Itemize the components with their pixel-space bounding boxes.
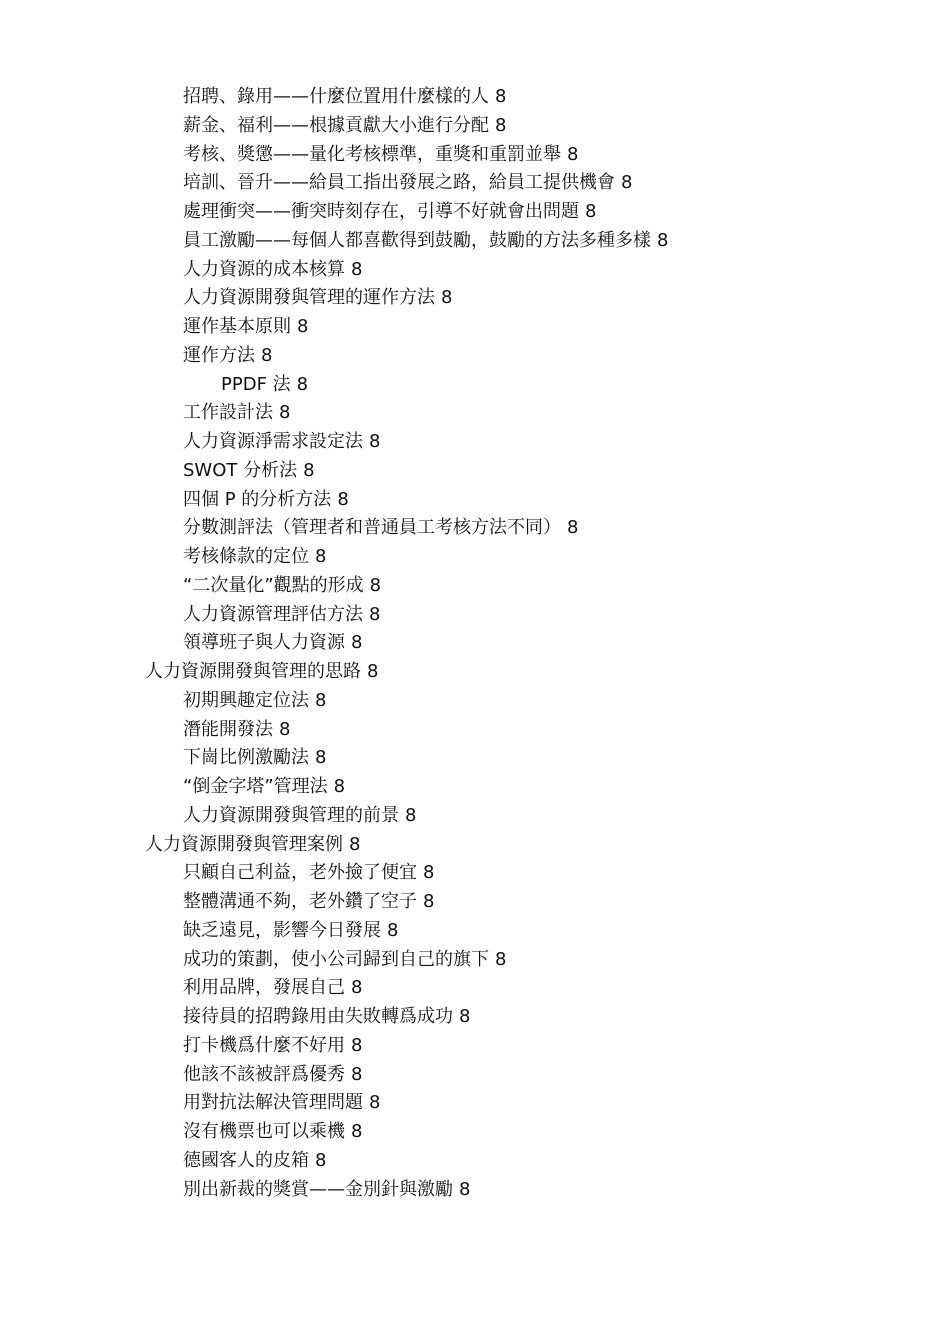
- toc-entry-page-number: 8: [315, 546, 327, 567]
- toc-entry-title: “二次量化”觀點的形成: [183, 574, 364, 596]
- toc-entry[interactable]: [0, 946, 950, 975]
- toc-entry-page-number: 8: [567, 143, 579, 165]
- toc-entry-title: 沒有機票也可以乘機: [183, 1121, 345, 1142]
- toc-entry-title: 領導班子與人力資源: [183, 632, 345, 654]
- toc-entry-page-number: 8: [441, 287, 453, 309]
- toc-entry[interactable]: [0, 859, 950, 888]
- toc-entry[interactable]: [0, 1032, 950, 1061]
- toc-entry[interactable]: [0, 399, 950, 428]
- toc-entry-page-number: 8: [621, 172, 633, 194]
- toc-entry[interactable]: [0, 601, 950, 630]
- toc-entry-page-number: 8: [585, 201, 597, 222]
- toc-entry[interactable]: [0, 371, 950, 400]
- toc-entry[interactable]: [0, 1061, 950, 1090]
- toc-entry-page-number: 8: [369, 574, 382, 596]
- toc-entry-page-number: 8: [567, 517, 579, 539]
- toc-entry-page-number: 8: [315, 747, 327, 769]
- toc-entry[interactable]: [0, 773, 950, 802]
- toc-entry[interactable]: [0, 831, 950, 860]
- toc-entry[interactable]: [0, 974, 950, 1003]
- toc-entry-page-number: 8: [337, 488, 349, 510]
- toc-entry[interactable]: [0, 514, 950, 543]
- toc-entry[interactable]: [0, 1147, 950, 1176]
- toc-entry-title: SWOT 分析法: [183, 459, 298, 481]
- toc-entry-page-number: 8: [459, 1006, 471, 1027]
- toc-entry-page-number: 8: [423, 891, 435, 912]
- toc-entry-page-number: 8: [369, 1092, 381, 1114]
- toc-entry[interactable]: [0, 1118, 950, 1147]
- toc-entry-title: 別出新裁的獎賞——金別針與激勵: [183, 1178, 453, 1200]
- toc-entry-title: 薪金、福利——根據貢獻大小進行分配: [183, 114, 489, 136]
- toc-entry[interactable]: [0, 227, 950, 256]
- toc-entry-title: 處理衝突——衝突時刻存在，引導不好就會出問題: [183, 201, 579, 222]
- toc-entry-title: 人力資源管理評估方法: [183, 603, 363, 625]
- toc-entry-title: 利用品牌，發展自己: [183, 977, 345, 999]
- toc-entry-page-number: 8: [297, 316, 309, 337]
- toc-entry-page-number: 8: [367, 661, 379, 682]
- toc-entry-title: 初期興趣定位法: [183, 689, 309, 711]
- toc-entry-page-number: 8: [279, 718, 291, 740]
- toc-entry-title: 用對抗法解決管理問題: [183, 1092, 363, 1114]
- toc-entry-title: 招聘、錄用——什麼位置用什麼樣的人: [183, 86, 489, 107]
- toc-entry[interactable]: [0, 141, 950, 170]
- toc-entry-title: 人力資源開發與管理案例: [145, 833, 343, 855]
- toc-entry[interactable]: [0, 1176, 950, 1205]
- toc-entry[interactable]: [0, 716, 950, 745]
- toc-entry-title: 員工激勵——每個人都喜歡得到鼓勵，鼓勵的方法多種多樣: [183, 229, 651, 251]
- toc-entry-title: 潛能開發法: [183, 718, 273, 740]
- toc-entry[interactable]: [0, 572, 950, 601]
- toc-entry[interactable]: [0, 313, 950, 342]
- toc-entry-page-number: 8: [315, 689, 327, 711]
- toc-entry-title: 整體溝通不夠，老外鑽了空子: [183, 891, 417, 912]
- toc-entry-page-number: 8: [351, 1063, 363, 1085]
- toc-entry-page-number: 8: [495, 86, 507, 107]
- toc-entry-page-number: 8: [423, 862, 435, 884]
- toc-entry[interactable]: [0, 256, 950, 285]
- toc-entry-title: 工作設計法: [183, 402, 273, 424]
- toc-entry[interactable]: [0, 1003, 950, 1032]
- toc-entry-page-number: 8: [279, 402, 291, 424]
- toc-entry-page-number: 8: [351, 632, 363, 654]
- toc-entry-page-number: 8: [387, 919, 399, 941]
- toc-entry-page-number: 8: [315, 1149, 327, 1171]
- toc-entry-title: 只顧自己利益，老外撿了便宜: [183, 862, 417, 884]
- toc-entry-page-number: 8: [351, 1034, 363, 1056]
- toc-entry[interactable]: [0, 457, 950, 486]
- toc-entry-title: 人力資源開發與管理的思路: [145, 661, 361, 682]
- toc-entry-page-number: 8: [261, 344, 273, 366]
- toc-entry-title: 德國客人的皮箱: [183, 1149, 309, 1171]
- toc-entry-page-number: 8: [303, 459, 315, 481]
- toc-entry[interactable]: [0, 744, 950, 773]
- toc-entry-title: 接待員的招聘錄用由失敗轉爲成功: [183, 1006, 453, 1027]
- toc-entry-page-number: 8: [351, 977, 363, 999]
- toc-entry[interactable]: [0, 169, 950, 198]
- toc-entry[interactable]: [0, 1089, 950, 1118]
- toc-entry-title: “倒金字塔”管理法: [183, 776, 328, 797]
- toc-entry[interactable]: [0, 342, 950, 371]
- toc-entry-title: 人力資源開發與管理的前景: [183, 804, 399, 826]
- toc-entry-title: 人力資源開發與管理的運作方法: [183, 287, 435, 309]
- toc-entry-page-number: 8: [495, 114, 507, 136]
- toc-entry[interactable]: [0, 802, 950, 831]
- toc-entry[interactable]: [0, 687, 950, 716]
- toc-entry[interactable]: [0, 543, 950, 572]
- toc-entry[interactable]: [0, 486, 950, 515]
- toc-entry-title: 分數測評法（管理者和普通員工考核方法不同）: [183, 517, 561, 539]
- toc-entry-title: 培訓、晉升——給員工指出發展之路，給員工提供機會: [183, 172, 615, 194]
- toc-entry-page-number: 8: [333, 776, 346, 797]
- toc-entry-title: 下崗比例激勵法: [183, 747, 309, 769]
- toc-entry-page-number: 8: [657, 229, 669, 251]
- toc-entry-title: PPDF 法: [221, 373, 291, 395]
- toc-entry[interactable]: [0, 112, 950, 141]
- toc-entry[interactable]: [0, 198, 950, 227]
- toc-entry[interactable]: [0, 428, 950, 457]
- table-of-contents: [0, 83, 950, 1204]
- toc-entry[interactable]: [0, 888, 950, 917]
- toc-entry-title: 他該不該被評爲優秀: [183, 1063, 345, 1085]
- toc-entry[interactable]: [0, 83, 950, 112]
- toc-entry-page-number: 8: [459, 1178, 471, 1200]
- toc-entry-page-number: 8: [296, 373, 309, 395]
- toc-entry-title: 考核條款的定位: [183, 546, 309, 567]
- toc-entry-title: 運作基本原則: [183, 316, 291, 337]
- toc-entry[interactable]: [0, 629, 950, 658]
- toc-entry-title: 四個 P 的分析方法: [183, 488, 332, 510]
- toc-entry[interactable]: [0, 658, 950, 687]
- toc-entry-title: 人力資源淨需求設定法: [183, 431, 363, 452]
- toc-entry-title: 考核、獎懲——量化考核標準，重獎和重罰並舉: [183, 143, 561, 165]
- toc-entry-page-number: 8: [351, 1121, 363, 1142]
- toc-entry[interactable]: [0, 917, 950, 946]
- toc-entry-title: 運作方法: [183, 344, 255, 366]
- toc-entry-page-number: 8: [369, 603, 381, 625]
- toc-entry-title: 成功的策劃，使小公司歸到自己的旗下: [183, 948, 489, 970]
- toc-entry-page-number: 8: [351, 258, 363, 280]
- toc-entry-page-number: 8: [405, 804, 417, 826]
- toc-entry-title: 缺乏遠見，影響今日發展: [183, 919, 381, 941]
- toc-entry-title: 人力資源的成本核算: [183, 258, 345, 280]
- toc-entry-page-number: 8: [495, 948, 507, 970]
- toc-entry-page-number: 8: [349, 833, 361, 855]
- toc-entry-title: 打卡機爲什麼不好用: [183, 1034, 345, 1056]
- toc-entry-page-number: 8: [369, 431, 381, 452]
- toc-entry[interactable]: [0, 284, 950, 313]
